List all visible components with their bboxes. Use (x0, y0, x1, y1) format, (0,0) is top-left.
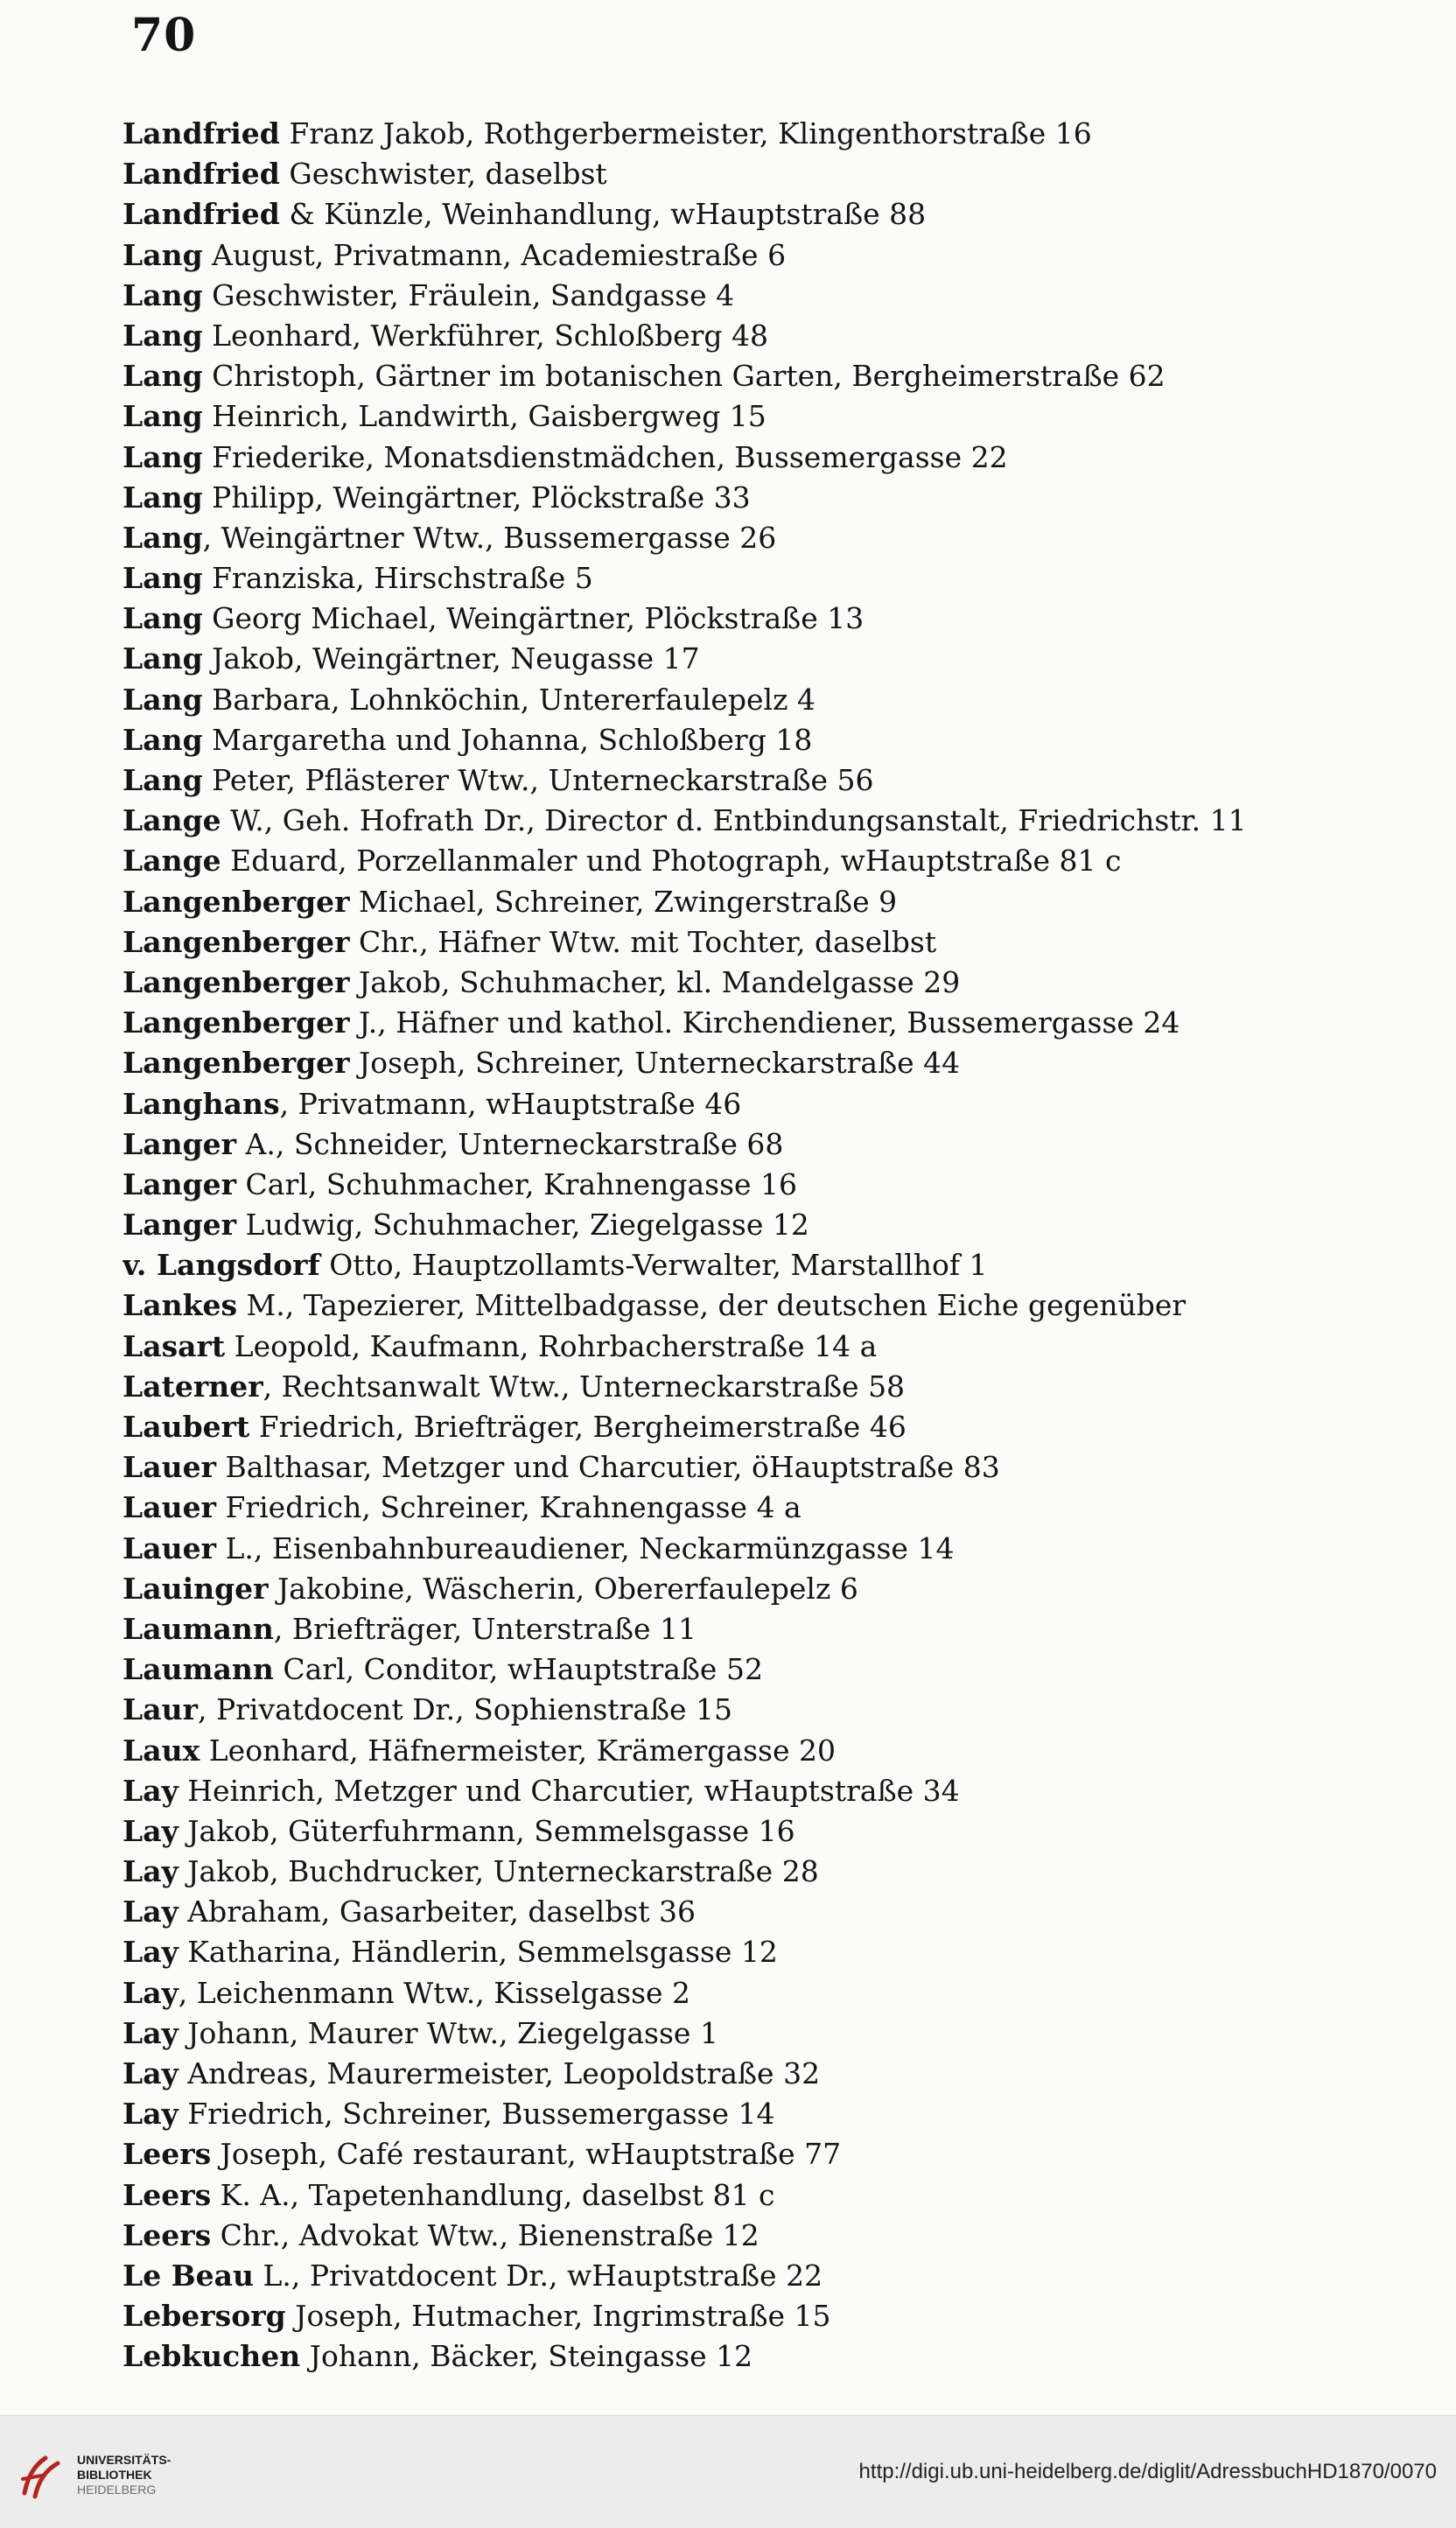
entry-details: Friedrich, Briefträger, Bergheimerstraße 46 (249, 1410, 906, 1444)
entry-details: Geschwister, Fräulein, Sandgasse 4 (202, 277, 735, 312)
directory-entry (122, 599, 1418, 639)
entry-surname: Langhans (122, 1086, 280, 1121)
directory-entry (122, 316, 1418, 356)
entry-details: , Leichenmann Wtw., Kisselgasse 2 (178, 1975, 691, 2010)
directory-entry (122, 1811, 1418, 1852)
directory-entry (122, 356, 1418, 396)
directory-entry (122, 194, 1418, 235)
directory-entry (122, 1407, 1418, 1447)
entry-details: August, Privatmann, Academiestraße 6 (202, 237, 787, 272)
entry-surname: Lay (122, 1773, 178, 1808)
entry-details: & Künzle, Weinhandlung, wHauptstraße 88 (279, 197, 927, 232)
entry-surname: Lang (122, 601, 203, 636)
entry-details: , Privatdocent Dr., Sophienstraße 15 (197, 1692, 733, 1727)
entry-surname: Lang (122, 277, 203, 312)
entry-details: J., Häfner und kathol. Kirchendiener, Bussemergasse 24 (349, 1005, 1180, 1040)
entry-details: Franziska, Hirschstraße 5 (202, 561, 593, 596)
directory-entry (122, 1649, 1418, 1690)
directory-entry (122, 922, 1418, 963)
entry-surname: Lay (122, 2056, 178, 2090)
directory-entry (122, 558, 1418, 599)
entry-surname: Lay (122, 1935, 178, 1970)
directory-entry (122, 154, 1418, 194)
entry-surname: Landfried (122, 116, 280, 151)
page-number: 70 (131, 9, 197, 62)
directory-entry (122, 1771, 1418, 1811)
entry-surname: Laterner (122, 1369, 263, 1404)
entry-surname: Lay (122, 1854, 178, 1889)
entry-surname: Lay (122, 2097, 178, 2132)
directory-entry (122, 1043, 1418, 1083)
directory-entry (122, 1529, 1418, 1569)
directory-entry (122, 2134, 1418, 2174)
entry-details: Johann, Maurer Wtw., Ziegelgasse 1 (178, 2015, 718, 2050)
entry-surname: Lang (122, 318, 203, 353)
entry-surname: Laux (122, 1733, 200, 1768)
directory-entry (122, 760, 1418, 801)
directory-entry (122, 2336, 1418, 2377)
directory-entry-list (122, 114, 1418, 2377)
entry-details: Leonhard, Werkführer, Schloßberg 48 (202, 318, 769, 353)
directory-entry (122, 1609, 1418, 1649)
directory-entry (122, 1731, 1418, 1771)
entry-details: , Rechtsanwalt Wtw., Unterneckarstraße 58 (262, 1369, 906, 1404)
directory-entry (122, 2094, 1418, 2134)
entry-details: Jakob, Schuhmacher, kl. Mandelgasse 29 (349, 964, 961, 999)
entry-details: Leopold, Kaufmann, Rohrbacherstraße 14 a (225, 1328, 878, 1363)
entry-details: Christoph, Gärtner im botanischen Garten, Bergheimerstraße 62 (202, 359, 1166, 394)
entry-details: Heinrich, Metzger und Charcutier, wHauptstraße 34 (178, 1773, 960, 1808)
entry-details: M., Tapezierer, Mittelbadgasse, der deutschen Eiche gegenüber (237, 1288, 1186, 1323)
entry-details: Friedrich, Schreiner, Krahnengasse 4 a (215, 1490, 802, 1525)
entry-details: A., Schneider, Unterneckarstraße 68 (236, 1126, 784, 1161)
entry-details: Peter, Pflästerer Wtw., Unterneckarstraße 56 (202, 763, 874, 797)
entry-surname: Lange (122, 844, 221, 879)
directory-entry (122, 1165, 1418, 1205)
entry-details: W., Geh. Hofrath Dr., Director d. Entbindungsanstalt, Friedrichstr. 11 (220, 803, 1247, 838)
entry-details: , Briefträger, Unterstraße 11 (273, 1611, 696, 1646)
entry-details: Margaretha und Johanna, Schloßberg 18 (202, 722, 813, 757)
entry-details: Abraham, Gasarbeiter, daselbst 36 (178, 1894, 696, 1929)
entry-surname: Langenberger (122, 884, 350, 919)
entry-surname: Langer (122, 1208, 237, 1243)
entry-details: Carl, Conditor, wHauptstraße 52 (273, 1652, 763, 1687)
directory-entry (122, 1852, 1418, 1892)
entry-surname: Lay (122, 1813, 178, 1848)
directory-entry (122, 114, 1418, 154)
entry-details: Chr., Häfner Wtw. mit Tochter, daselbst (349, 924, 937, 959)
entry-details: L., Privatdocent Dr., wHauptstraße 22 (253, 2258, 823, 2293)
entry-surname: Lasart (122, 1328, 226, 1363)
entry-surname: Laubert (122, 1410, 250, 1444)
directory-entry (122, 680, 1418, 720)
entry-details: , Weingärtner Wtw., Bussemergasse 26 (202, 520, 777, 555)
directory-entry (122, 438, 1418, 478)
entry-surname: Leers (122, 2217, 212, 2252)
entry-details: Franz Jakob, Rothgerbermeister, Klingenthorstraße 16 (279, 116, 1092, 151)
entry-surname: Langenberger (122, 1046, 350, 1081)
directory-entry (122, 841, 1418, 881)
entry-surname: v. Langsdorf (122, 1248, 320, 1283)
directory-entry (122, 1285, 1418, 1326)
entry-surname: Lang (122, 722, 203, 757)
entry-details: Barbara, Lohnköchin, Untererfaulepelz 4 (202, 682, 816, 717)
entry-surname: Langenberger (122, 964, 350, 999)
entry-details: Joseph, Hutmacher, Ingrimstraße 15 (285, 2299, 831, 2334)
directory-entry (122, 801, 1418, 841)
entry-details: Joseph, Café restaurant, wHauptstraße 77 (211, 2137, 842, 2172)
entry-surname: Landfried (122, 197, 280, 232)
entry-details: Heinrich, Landwirth, Gaisbergweg 15 (202, 399, 766, 434)
directory-entry (122, 1327, 1418, 1367)
entry-details: Jakob, Weingärtner, Neugasse 17 (202, 641, 700, 676)
entry-surname: Lang (122, 763, 203, 797)
directory-entry (122, 2013, 1418, 2054)
entry-surname: Langenberger (122, 1005, 350, 1040)
entry-details: Ludwig, Schuhmacher, Ziegelgasse 12 (236, 1208, 809, 1243)
library-seal-icon (16, 2449, 68, 2502)
directory-entry (122, 1084, 1418, 1124)
entry-details: Joseph, Schreiner, Unterneckarstraße 44 (349, 1046, 961, 1081)
entry-surname: Lang (122, 641, 203, 676)
library-name (77, 2453, 171, 2497)
directory-entry (122, 478, 1418, 518)
directory-entry (122, 276, 1418, 316)
source-url-link[interactable]: http://digi.ub.uni-heidelberg.de/diglit/AdressbuchHD1870/0070 (858, 2460, 1437, 2483)
entry-details: Philipp, Weingärtner, Plöckstraße 33 (202, 480, 751, 515)
entry-surname: Lauinger (122, 1571, 269, 1606)
directory-entry (122, 1690, 1418, 1730)
directory-entry (122, 1488, 1418, 1528)
entry-surname: Lay (122, 2015, 178, 2050)
entry-surname: Landfried (122, 157, 280, 192)
entry-details: Johann, Bäcker, Steingasse 12 (300, 2339, 753, 2374)
library-name-line3: HEIDELBERG (77, 2482, 157, 2496)
directory-entry (122, 2175, 1418, 2216)
directory-entry (122, 2216, 1418, 2256)
entry-surname: Laumann (122, 1652, 274, 1687)
library-name-line1: UNIVERSITÄTS- (77, 2453, 172, 2467)
entry-details: Jakob, Buchdrucker, Unterneckarstraße 28 (178, 1854, 819, 1889)
directory-entry (122, 1205, 1418, 1245)
directory-entry (122, 235, 1418, 276)
entry-details: Chr., Advokat Wtw., Bienenstraße 12 (211, 2217, 760, 2252)
entry-surname: Lang (122, 439, 203, 474)
entry-surname: Le Beau (122, 2258, 254, 2293)
entry-surname: Lauer (122, 1530, 216, 1565)
entry-surname: Lebersorg (122, 2299, 286, 2334)
entry-surname: Langenberger (122, 924, 350, 959)
directory-entry (122, 1367, 1418, 1407)
entry-surname: Leers (122, 2137, 212, 2172)
directory-entry (122, 882, 1418, 922)
entry-details: Geschwister, daselbst (279, 157, 607, 192)
entry-surname: Laumann (122, 1611, 274, 1646)
entry-surname: Lang (122, 480, 203, 515)
entry-surname: Lay (122, 1975, 178, 2010)
entry-surname: Leers (122, 2177, 212, 2212)
entry-details: Andreas, Maurermeister, Leopoldstraße 32 (178, 2056, 821, 2090)
entry-details: Friedrich, Schreiner, Bussemergasse 14 (178, 2097, 775, 2132)
directory-entry (122, 2296, 1418, 2336)
library-name-line2: BIBLIOTHEK (77, 2468, 152, 2482)
entry-details: Michael, Schreiner, Zwingerstraße 9 (349, 884, 898, 919)
directory-entry (122, 1003, 1418, 1043)
entry-details: K. A., Tapetenhandlung, daselbst 81 c (211, 2177, 775, 2212)
entry-details: Eduard, Porzellanmaler und Photograph, wHauptstraße 81 c (220, 844, 1122, 879)
entry-surname: Lang (122, 359, 203, 394)
directory-entry (122, 1447, 1418, 1488)
directory-entry (122, 963, 1418, 1003)
directory-entry (122, 518, 1418, 558)
footer-bar (0, 2415, 1456, 2528)
directory-entry (122, 1932, 1418, 1972)
entry-surname: Lange (122, 803, 221, 838)
entry-surname: Lang (122, 520, 203, 555)
entry-details: Carl, Schuhmacher, Krahnengasse 16 (236, 1166, 798, 1201)
entry-details: Friederike, Monatsdienstmädchen, Bussemergasse 22 (202, 439, 1008, 474)
entry-details: Jakobine, Wäscherin, Obererfaulepelz 6 (268, 1571, 858, 1606)
entry-surname: Lauer (122, 1490, 216, 1525)
entry-details: Jakob, Güterfuhrmann, Semmelsgasse 16 (178, 1813, 795, 1848)
entry-details: Balthasar, Metzger und Charcutier, öHauptstraße 83 (215, 1450, 1000, 1485)
directory-entry (122, 396, 1418, 437)
entry-surname: Lang (122, 237, 203, 272)
directory-entry (122, 1892, 1418, 1932)
entry-surname: Lebkuchen (122, 2339, 301, 2374)
entry-surname: Lang (122, 561, 203, 596)
entry-details: , Privatmann, wHauptstraße 46 (279, 1086, 742, 1121)
library-logo[interactable] (16, 2446, 191, 2507)
directory-entry (122, 1973, 1418, 2013)
directory-entry (122, 639, 1418, 679)
entry-details: Leonhard, Häfnermeister, Krämergasse 20 (200, 1733, 836, 1768)
entry-surname: Lankes (122, 1288, 238, 1323)
directory-entry (122, 1245, 1418, 1285)
entry-surname: Lang (122, 682, 203, 717)
entry-surname: Lauer (122, 1450, 216, 1485)
entry-details: Georg Michael, Weingärtner, Plöckstraße 13 (202, 601, 864, 636)
entry-surname: Laur (122, 1692, 198, 1727)
directory-entry (122, 720, 1418, 760)
entry-surname: Langer (122, 1166, 237, 1201)
directory-entry (122, 1569, 1418, 1609)
directory-entry (122, 2256, 1418, 2296)
entry-surname: Langer (122, 1126, 237, 1161)
entry-surname: Lay (122, 1894, 178, 1929)
entry-details: L., Eisenbahnbureaudiener, Neckarmünzgasse 14 (215, 1530, 955, 1565)
entry-details: Katharina, Händlerin, Semmelsgasse 12 (178, 1935, 778, 1970)
directory-entry (122, 1124, 1418, 1165)
directory-entry (122, 2054, 1418, 2094)
entry-surname: Lang (122, 399, 203, 434)
entry-details: Otto, Hauptzollamts-Verwalter, Marstallhof 1 (319, 1248, 988, 1283)
